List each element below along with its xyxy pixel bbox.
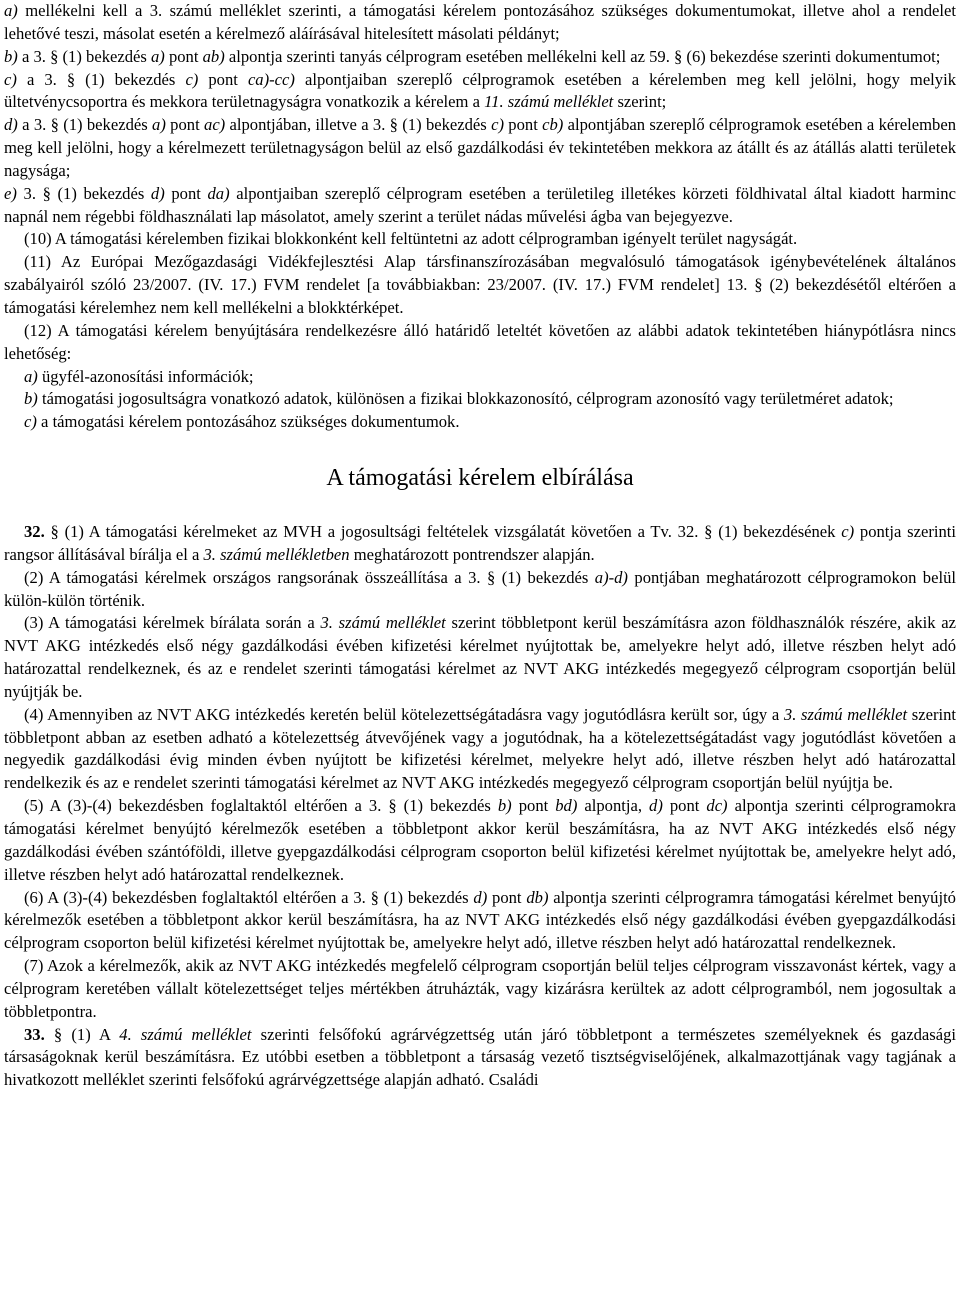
- paragraph: (10) A támogatási kérelemben fizikai blokkonként kell feltüntetni az adott célprogramban igényelt terület nagyságát.: [24, 229, 798, 249]
- paragraph: b) a 3. § (1) bekezdés a) pont ab) alpontja szerinti tanyás célprogram esetében mellékelni kell az 59. § (6) bekezdése szerinti dokumentumot;: [4, 46, 941, 66]
- paragraph: (11) Az Európai Mezőgazdasági Vidékfejlesztési Alap társfinanszírozásában megvalósuló támogatások igénybevételének általános szabályairól szóló 23/2007. (IV. 17.) FVM rendelet [a továbbiakban: 23/2007. (IV. 17.) FVM rendelet] 13. § (2) bekezdésétől eltérően a támogatási kérelemhez nem kell mellékelni a blokktérképet.: [4, 252, 956, 317]
- paragraph: d) a 3. § (1) bekezdés a) pont ac) alpontjában, illetve a 3. § (1) bekezdés c) pont cb) alpontjában szereplő célprogramok esetében a kérelemben meg kell jelölni, hogy a kérelmezett területnagyságon belül az első gazdálkodási év tekintetében mekkora az átállt és az átállás alatti területek nagysága;: [4, 115, 956, 180]
- paragraph: c) a 3. § (1) bekezdés c) pont ca)-cc) alpontjaiban szereplő célprogramok esetében a kérelemben meg kell jelölni, hogy melyik ültetvénycsoportra és mekkora területnagyságra vonatkozik a kérelem a 11. számú melléklet szerint;: [4, 69, 956, 112]
- paragraph: (7) Azok a kérelmezők, akik az NVT AKG intézkedés megfelelő célprogram csoportján belül teljes célprogram visszavonást kértek, vagy a célprogram keretében vállalt kötelezettséget teljes mértékben átruházták, vagy kizárásra kerültek az adott célprogramból, nem jogosultak a többletpontra.: [4, 956, 956, 1021]
- paragraphs-before: [4, 0, 956, 434]
- paragraph: (12) A támogatási kérelem benyújtására rendelkezésre álló határidő leteltét követően az alábbi adatok tekintetében hiánypótlásra nincs lehetőség:: [4, 320, 956, 363]
- paragraph: (6) A (3)-(4) bekezdésben foglaltaktól eltérően a 3. § (1) bekezdés d) pont db) alpontja szerinti célprogramra támogatási kérelmet benyújtó kérelmezők esetében a többletpont akkor kerül beszámításra, ha az NVT AKG intézkedés első négy gazdálkodási évében gyepgazdálkodási célprogram csoporton belül kifizetési kérelmet nyújtottak be, amelyekre helyt adó, illetve részben helyt adó határozattal rendelkeznek.: [4, 887, 956, 953]
- paragraph: b) támogatási jogosultságra vonatkozó adatok, különösen a fizikai blokkazonosító, célprogram azonosító vagy területméret adatok;: [24, 389, 894, 409]
- paragraph: (3) A támogatási kérelmek bírálata során a 3. számú melléklet szerint többletpont kerül beszámításra azon földhasználók részére, akik az NVT AKG intézkedés első négy gazdálkodási évében kifizetési kérelmet nyújtottak be, amelyekre helyt adó, illetve részben helyt adó határozattal rendelkeznek, és az e rendelet szerinti támogatási kérelmet az NVT AKG intézkedés megegyező célprogram csoportján belül nyújtják be.: [4, 613, 957, 701]
- paragraph: 32. § (1) A támogatási kérelmeket az MVH a jogosultsági feltételek vizsgálatát követően a Tv. 32. § (1) bekezdésének c) pontja szerinti rangsor állításával bírálja el a 3. számú mellékletben meghatározott pontrendszer alapján.: [4, 522, 956, 564]
- paragraph: (2) A támogatási kérelmek országos rangsorának összeállítása a 3. § (1) bekezdés a)-d) pontjában meghatározott célprogramokon belül külön-külön történik.: [4, 567, 956, 610]
- paragraph: c) a támogatási kérelem pontozásához szükséges dokumentumok.: [24, 412, 460, 432]
- paragraph: e) 3. § (1) bekezdés d) pont da) alpontjaiban szereplő célprogram esetében a területileg illetékes körzeti földhivatal által kiadott harminc napnál nem régebbi földhasználati lap másolatot, amely szerint a terület nádas művelési ágba van bejegyezve.: [4, 183, 956, 226]
- paragraph: a) ügyfél-azonosítási információk;: [24, 366, 254, 386]
- paragraph: (5) A (3)-(4) bekezdésben foglaltaktól eltérően a 3. § (1) bekezdés b) pont bd) alpontja, d) pont dc) alpontja szerinti célprogramokra támogatási kérelmet benyújtó kérelmezők esetében a többletpont akkor kerül beszámításra, ha az NVT AKG intézkedés első négy gazdálkodási évében szántóföldi, illetve gyepgazdálkodási célprogram csoporton belül kifizetési kérelmet nyújtottak be, amelyekre helyt adó, illetve részben helyt adó határozattal rendelkeznek.: [4, 796, 956, 884]
- paragraphs-after: [4, 521, 956, 1092]
- section-heading: A támogatási kérelem elbírálása: [326, 465, 634, 492]
- paragraph: 33. § (1) A 4. számú melléklet szerinti felsőfokú agrárvégzettség után járó többletpont a természetes személyeknek és gazdasági társaságoknak kerül beszámításra. Ez utóbbi esetben a többletpont a társaság vezető tisztségviselőjének, alkalmazottjának vagy tagjának a hivatkozott melléklet szerinti felsőfokú agrárvégzettsége alapján adható. Családi: [4, 1024, 956, 1090]
- paragraph: a) mellékelni kell a 3. számú melléklet szerinti, a támogatási kérelem pontozásához szükséges dokumentumokat, illetve ahol a rendelet lehetővé teszi, másolat esetén a kérelmező aláírásával hitelesített másolati példányt;: [4, 1, 956, 43]
- paragraph: (4) Amennyiben az NVT AKG intézkedés keretén belül kötelezettségátadásra vagy jogutódlásra került sor, úgy a 3. számú melléklet szerint többletpont abban az esetben adható a kötelezettség átvevőjének vagy a jogutódnak, ha a kötelezettségátadást vagy jogutódlást követően a negyedik gazdálkodási évig minden évben nyújtott be kifizetési kérelmet, melyekre helyt adó, illetve részben helyt adó határozattal rendelkezik és az e rendelet szerinti támogatási kérelmet az NVT AKG intézkedés megegyező célprogram csoportján belül nyújtja be.: [4, 704, 957, 793]
